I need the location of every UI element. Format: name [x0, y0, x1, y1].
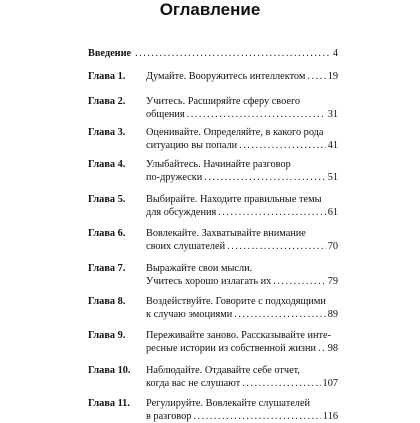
page-number: 98 — [327, 343, 338, 354]
page-title: Оглавление — [159, 0, 261, 19]
entry-title: Выбирайте. Находите правильные темы — [146, 194, 322, 205]
entry-title-cont: в разговор — [146, 411, 192, 422]
toc-entry-chapter-11[interactable] — [88, 397, 338, 423]
page-number: 61 — [327, 207, 338, 218]
entry-title: Учитесь. Расширяйте сферу своего — [146, 96, 301, 107]
entry-title-cont: по-дружески — [146, 172, 203, 183]
entry-title-cont: общения — [146, 109, 185, 120]
entry-title: Улыбайтесь. Начинайте разговор — [146, 159, 291, 170]
entry-label: Глава 11. — [88, 398, 130, 409]
entry-label: Глава 2. — [88, 96, 126, 107]
entry-title-cont: Учитесь хорошо излагать их — [146, 276, 272, 287]
toc-entry-chapter-10[interactable] — [88, 364, 338, 390]
toc-entry-chapter-1[interactable] — [88, 70, 338, 83]
entry-title-cont: для обсуждения — [146, 207, 217, 218]
entry-label: Глава 8. — [88, 296, 126, 307]
dot-leader — [193, 410, 320, 423]
page-number: 79 — [327, 276, 338, 287]
entry-title: Наблюдайте. Отдавайте себе отчет, — [146, 365, 300, 376]
dot-leader — [218, 206, 326, 219]
entry-title-cont: когда вас не слушают — [146, 378, 241, 389]
entry-label: Глава 5. — [88, 194, 126, 205]
entry-title-cont: своих слушателей — [146, 241, 226, 252]
dot-leader — [307, 70, 325, 83]
page-number: 19 — [327, 71, 338, 82]
toc-entry-chapter-4[interactable] — [88, 158, 338, 184]
entry-title-cont: к случаю эмоциями — [146, 309, 233, 320]
page-number: 4 — [332, 48, 338, 59]
page-number: 107 — [322, 378, 338, 389]
dot-leader — [227, 240, 326, 253]
entry-label: Глава 3. — [88, 127, 126, 138]
entry-label: Глава 1. — [88, 71, 126, 82]
page-number: 41 — [327, 140, 338, 151]
entry-title-cont: ресные истории из собственной жизни — [146, 343, 316, 354]
entry-label: Глава 4. — [88, 159, 126, 170]
entry-title-cont: ситуацию вы попали — [146, 140, 238, 151]
entry-title: Думайте. Вооружитесь интеллектом — [146, 71, 306, 82]
dot-leader — [239, 139, 326, 152]
entry-label: Введение — [88, 48, 132, 59]
dot-leader — [135, 47, 331, 60]
page-number: 116 — [322, 411, 338, 422]
entry-label: Глава 9. — [88, 330, 126, 341]
entry-label: Глава 10. — [88, 365, 131, 376]
entry-title: Вовлекайте. Захватывайте внимание — [146, 228, 306, 239]
dot-leader — [187, 108, 326, 121]
entry-label: Глава 6. — [88, 228, 126, 239]
toc-entry-chapter-2[interactable] — [88, 95, 338, 121]
toc-entry-chapter-7[interactable] — [88, 262, 338, 288]
dot-leader — [318, 342, 326, 355]
toc-entry-chapter-6[interactable] — [88, 227, 338, 253]
page-number: 31 — [327, 109, 338, 120]
page-number: 89 — [327, 309, 338, 320]
toc-entry-chapter-5[interactable] — [88, 193, 338, 219]
dot-leader — [234, 308, 325, 321]
toc-entry-chapter-9[interactable] — [88, 329, 338, 355]
entry-label: Глава 7. — [88, 263, 126, 274]
dot-leader — [204, 171, 325, 184]
toc-entry-chapter-3[interactable] — [88, 126, 338, 152]
toc-entry-chapter-8[interactable] — [88, 295, 338, 321]
entry-title: Оценивайте. Определяйте, в какого рода — [146, 127, 324, 138]
entry-title: Регулируйте. Вовлекайте слушателей — [146, 398, 311, 409]
entry-title: Переживайте заново. Рассказывайте инте- — [146, 330, 331, 341]
dot-leader — [242, 377, 320, 390]
dot-leader — [273, 275, 325, 288]
entry-title: Воздействуйте. Говорите с подходящими — [146, 296, 326, 307]
page-number: 70 — [327, 241, 338, 252]
entry-title: Выражайте свои мысли. — [146, 263, 253, 274]
toc-entry-introduction[interactable] — [88, 47, 338, 60]
page-number: 51 — [327, 172, 338, 183]
